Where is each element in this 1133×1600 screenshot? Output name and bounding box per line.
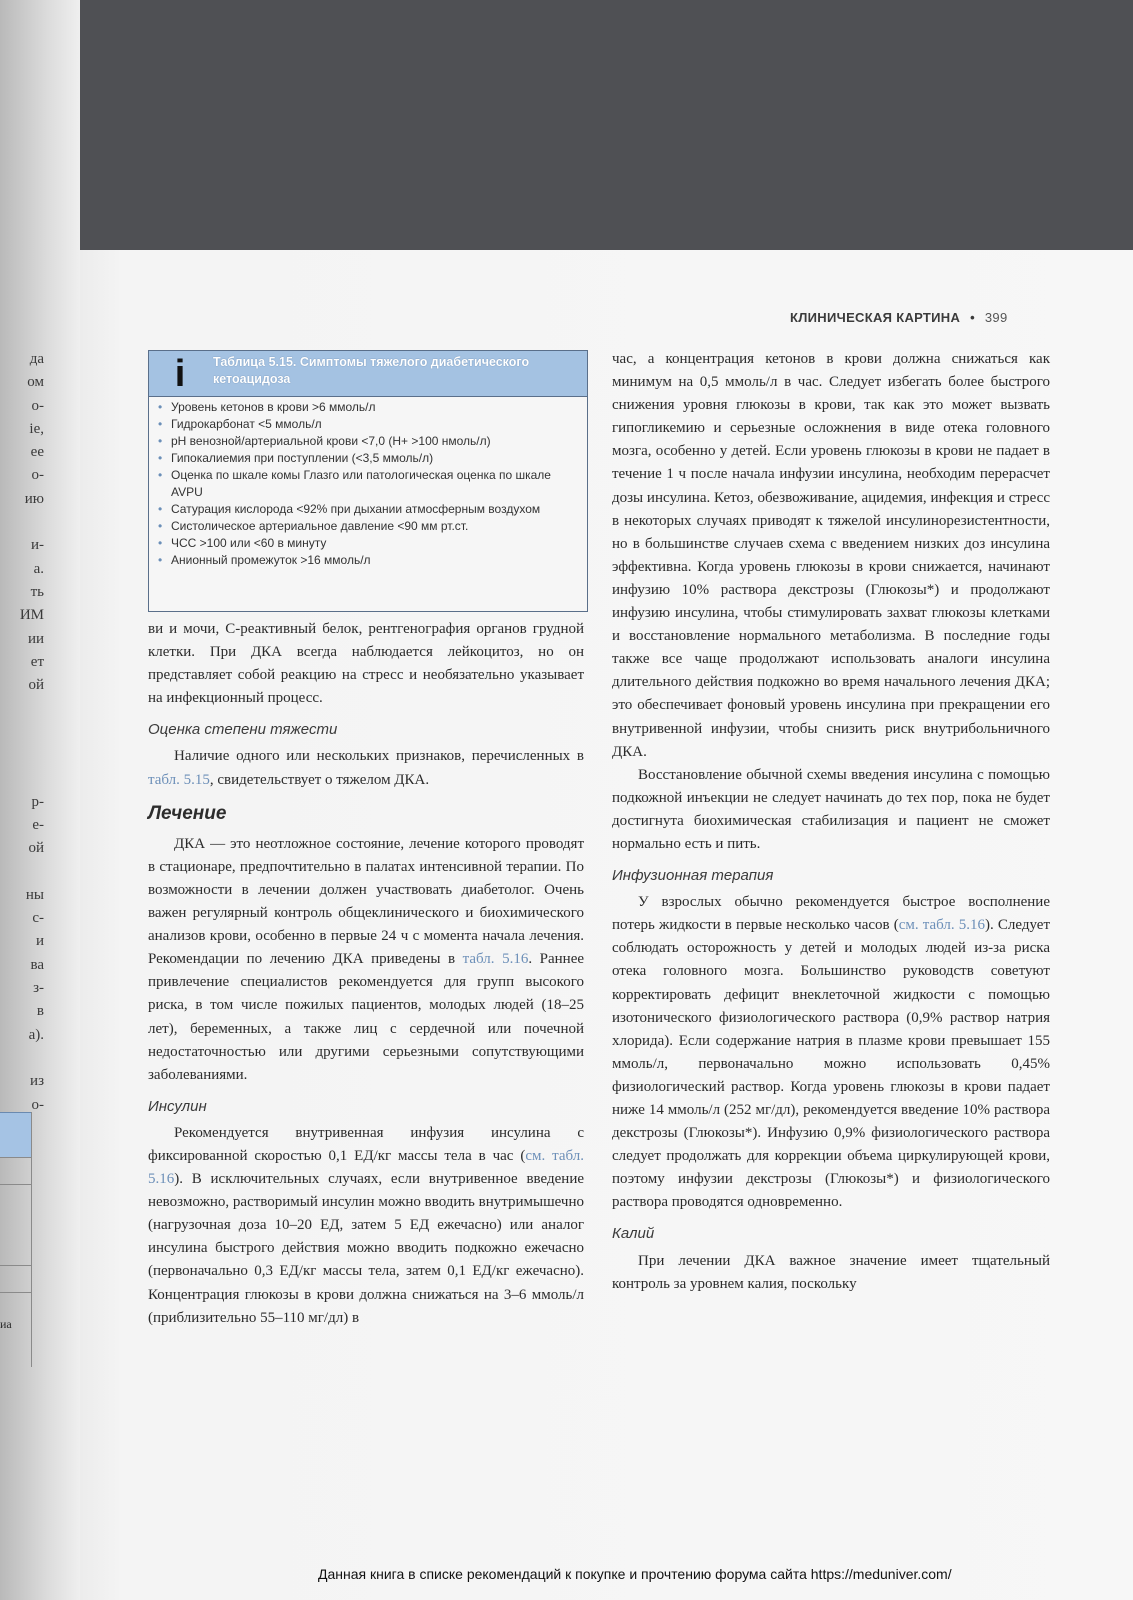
paragraph-infusion: У взрослых обычно рекомендуется быстрое восполнение потерь жидкости в первые несколько часов (см. табл. 5.16). Следует соблюдать осторожность у детей и молодых людей из-за риска отека головного мозга. Большинство руководств советуют корректировать дефицит внеклеточной жидкости с помощью изотонического физиологического раствора (0,9% раствор натрия хлорида). Если содержание натрия в плазме крови превышает 155 ммоль/л, первоначально можно использовать 0,45% физиологический раствор. Когда уровень глюкозы в крови падает ниже 14 ммоль/л (252 мг/дл), рекомендуется введение 10% раствора декстрозы (Глюкозы*). Инфузию 0,9% физиологического раствора следует продолжать для коррекции объема циркулирующей крови, поэтому инфузии декстрозы (Глюкозы*) и физиологического раствора проводятся одновременно.	[612, 894, 1051, 1211]
symptom-item: • ЧСС >100 или <60 в минуту	[149, 535, 579, 552]
symptom-item: • Систолическое артериальное давление <90 мм рт.ст.	[149, 518, 579, 535]
paragraph-insulin: Рекомендуется внутривенная инфузия инсулина с фиксированной скоростью 0,1 ЕД/кг массы тела в час (см. табл. 5.16). В исключительных случаях, если внутривенное введение невозможно, растворимый инсулин можно вводить внутримышечно (нагрузочная доза 10–20 ЕД, затем 5 ЕД ежечасно) или аналог инсулина быстрого действия можно вводить подкожно ежечасно (первоначально 0,3 ЕД/кг массы тела, затем 0,1 ЕД/кг ежечасно). Концентрация глюкозы в крови должна снижаться на 3–6 ммоль/л (приблизительно 55–110 мг/дл) в	[148, 1124, 584, 1326]
heading-potassium: Калий	[612, 1225, 655, 1243]
table-5-15-header	[149, 351, 587, 397]
previous-page-line	[0, 721, 44, 744]
previous-page-table-text: иа	[0, 1292, 32, 1344]
previous-page-line: ой	[28, 840, 44, 857]
symptom-item: • pH венозной/артериальной крови <7,0 (H+ >100 нмоль/л)	[149, 433, 579, 450]
previous-page-line: ie,	[29, 420, 44, 437]
right-column	[612, 348, 1050, 1296]
heading-insulin: Инсулин	[148, 1097, 207, 1115]
left-column	[148, 618, 584, 1330]
previous-page-line: а).	[28, 1026, 44, 1043]
reference-link[interactable]: табл. 5.16	[462, 951, 529, 968]
heading-treatment: Лечение	[148, 802, 227, 824]
previous-page-line: ет	[30, 653, 44, 670]
symptom-list	[149, 399, 579, 569]
table-5-15-box	[148, 350, 588, 612]
heading-severity: Оценка степени тяжести	[148, 721, 338, 739]
page-top-shadow	[80, 0, 1133, 250]
previous-page-line	[0, 744, 44, 767]
running-head	[790, 310, 1007, 325]
previous-page-line: о-	[31, 1096, 44, 1113]
symptom-item: • Гидрокарбонат <5 ммоль/л	[149, 416, 579, 433]
paragraph-severity: Наличие одного или нескольких признаков, перечисленных в табл. 5.15, свидетельствует о тяжелом ДКА.	[148, 748, 584, 788]
previous-page-line: ом	[27, 374, 44, 391]
previous-page-line: ва	[30, 956, 44, 973]
previous-page-line: ее	[30, 444, 44, 461]
previous-page-line	[0, 767, 44, 790]
previous-page-line: о-	[31, 467, 44, 484]
previous-page-fragments	[0, 348, 44, 1117]
previous-page-line: с-	[32, 910, 44, 927]
previous-page-line: ИМ	[19, 607, 44, 624]
paragraph-insulin-continued: час, а концентрация кетонов в крови должна снижаться как минимум на 0,5 ммоль/л в час. Следует избегать более быстрого снижения уровня глюкозы в крови, так как это может вызвать гипогликемию и серьезные осложнения в виде отека головного мозга, особенно у детей. Если уровень глюкозы в крови не падает в течение 1 ч после начала инфузии инсулина, необходим перерасчет дозы инсулина. Кетоз, обезвоживание, ацидемия, инфекция и стресс в некоторых случаях приводят к тяжелой инсулинорезистентности, но в большинстве случаев схема с введением низких доз инсулина эффективна. Когда уровень глюкозы в крови снижается, начинают инфузию 10% раствора декстрозы (Глюкозы*) и продолжают инфузию инсулина, чтобы стимулировать захват глюкозы клетками и восстановление нормального метаболизма. В последние годы также все чаще продолжают использовать аналоги инсулина длительного действия подкожно во время начального лечения ДКА; это обеспечивает фоновый уровень инсулина при прекращении его внутривенной инфузии, чтобы снизить риск внутрибольничного ДКА.	[612, 351, 1050, 760]
previous-page-line: о-	[31, 397, 44, 414]
previous-page-line: ой	[28, 677, 44, 694]
previous-page-line: ны	[25, 886, 44, 903]
symptom-item: • Гипокалиемия при поступлении (<3,5 ммоль/л)	[149, 450, 579, 467]
previous-page-line: из	[30, 1073, 44, 1090]
previous-page-line: и-	[30, 537, 44, 554]
previous-page-table-edge	[0, 1112, 32, 1367]
previous-page-line	[0, 1047, 44, 1070]
symptom-item: • Оценка по шкале комы Глазго или патологическая оценка по шкале AVPU	[149, 467, 579, 501]
running-head-title: КЛИНИЧЕСКАЯ КАРТИНА	[790, 310, 961, 325]
table-5-15-title: Таблица 5.15. Симптомы тяжелого диабетического кетоацидоза	[213, 355, 530, 386]
symptom-item: • Уровень кетонов в крови >6 ммоль/л	[149, 399, 579, 416]
previous-page-line	[0, 697, 44, 720]
previous-page-line: в	[36, 1003, 44, 1020]
running-head-separator: •	[970, 310, 975, 325]
paragraph-treatment: ДКА — это неотложное состояние, лечение которого проводят в стационаре, предпочтительно в палатах интенсивной терапии. По возможности в лечении должен участвовать диабетолог. Очень важен регулярный контроль общеклинического и биохимического анализов крови, особенно в первые 24 ч с момента начала лечения. Рекомендации по лечению ДКА приведены в табл. 5.16. Раннее привлечение специалистов рекомендуется для групп высокого риска, в том числе пожилых пациентов, молодых людей (18–25 лет), беременных, а также лиц с сердечной или почечной недостаточностью или другими серьезными сопутствующими заболеваниями.	[148, 835, 585, 1083]
previous-page-line: ию	[24, 490, 44, 507]
symptom-item: • Сатурация кислорода <92% при дыхании атмосферным воздухом	[149, 501, 579, 518]
previous-page-line: е-	[32, 816, 44, 833]
paragraph-restore-schedule: Восстановление обычной схемы введения инсулина с помощью подкожной инъекции не следует начинать до тех пор, пока не будет достигнута биохимическая стабилизация и пациент не сможет нормально есть и пить.	[612, 766, 1050, 852]
previous-page-line: ть	[30, 583, 44, 600]
symptom-item: • Анионный промежуток >16 ммоль/л	[149, 552, 579, 569]
reference-link[interactable]: табл. 5.15	[148, 771, 210, 788]
previous-page-line: ии	[27, 630, 44, 647]
paragraph-lab-tests: ви и мочи, С-реактивный белок, рентгенография органов грудной клетки. При ДКА всегда наблюдается лейкоцитоз, но он представляет собой реакцию на стресс и необязательно указывает на инфекционный процесс.	[148, 621, 584, 707]
paragraph-potassium: При лечении ДКА важное значение имеет тщательный контроль за уровнем калия, поскольку	[612, 1252, 1050, 1292]
previous-page-line: и	[35, 933, 44, 950]
previous-page-line	[0, 511, 44, 534]
reference-link[interactable]: см. табл. 5.16	[898, 917, 986, 934]
previous-page-line	[0, 861, 44, 884]
previous-page-line: р-	[31, 793, 44, 810]
previous-page-line: a.	[33, 560, 44, 577]
reference-link[interactable]: см. табл. 5.16	[148, 1147, 584, 1188]
previous-page-line: да	[29, 351, 44, 367]
previous-page-line: з-	[33, 980, 44, 997]
page-number: 399	[984, 310, 1008, 325]
heading-infusion: Инфузионная терапия	[612, 867, 774, 885]
info-icon: i	[174, 352, 186, 395]
footer-notice: Данная книга в списке рекомендаций к покупке и прочтению форума сайта https://meduniver.com/	[318, 1566, 952, 1582]
